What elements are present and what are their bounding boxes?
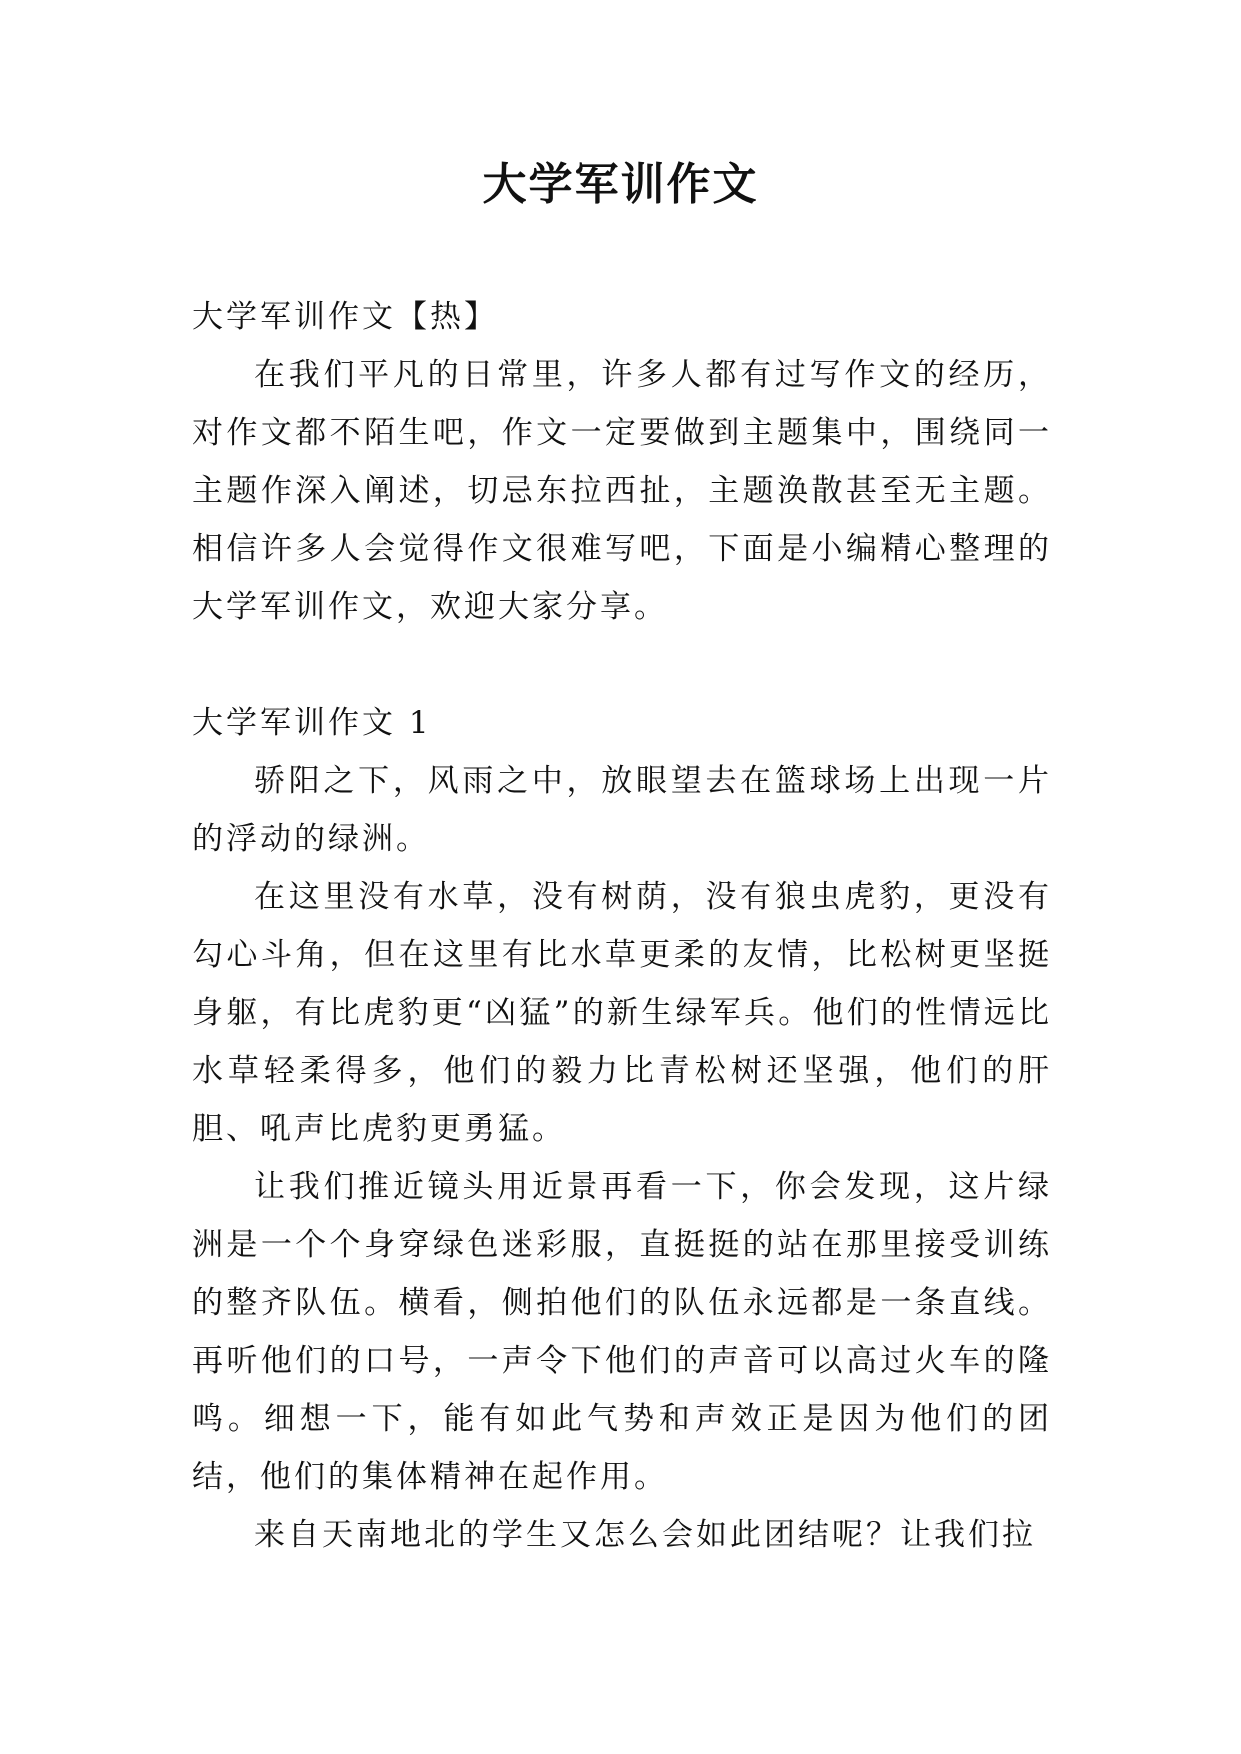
essay-paragraph: 在这里没有水草，没有树荫，没有狼虫虎豹，更没有勾心斗角，但在这里有比水草更柔的友情，比松树更坚挺身躯，有比虎豹更“凶猛”的新生绿军兵。他们的性情远比水草轻柔得多，他们的毅力比青松树还坚强，他们的肝胆、吼声比虎豹更勇猛。 [192, 879, 1052, 1147]
section-heading-intro: 大学军训作文【热】 [192, 299, 498, 335]
section-heading-essay-1: 大学军训作文 1 [192, 705, 432, 741]
document-body [192, 288, 1052, 1564]
essay-paragraph: 骄阳之下，风雨之中，放眼望去在篮球场上出现一片的浮动的绿洲。 [192, 763, 1052, 857]
essay-paragraph: 来自天南地北的学生又怎么会如此团结呢？让我们拉 [254, 1517, 1036, 1553]
section-divider [192, 636, 1052, 694]
essay-paragraph: 让我们推近镜头用近景再看一下，你会发现，这片绿洲是一个个身穿绿色迷彩服，直挺挺的站在那里接受训练的整齐队伍。横看，侧拍他们的队伍永远都是一条直线。再听他们的口号，一声令下他们的声音可以高过火车的隆鸣。细想一下，能有如此气势和声效正是因为他们的团结，他们的集体精神在起作用。 [192, 1169, 1052, 1495]
document-title: 大学军训作文 [482, 159, 759, 210]
intro-paragraph: 在我们平凡的日常里，许多人都有过写作文的经历，对作文都不陌生吧，作文一定要做到主题集中，围绕同一主题作深入阐述，切忌东拉西扯，主题涣散甚至无主题。相信许多人会觉得作文很难写吧，下面是小编精心整理的大学军训作文，欢迎大家分享。 [192, 357, 1052, 625]
